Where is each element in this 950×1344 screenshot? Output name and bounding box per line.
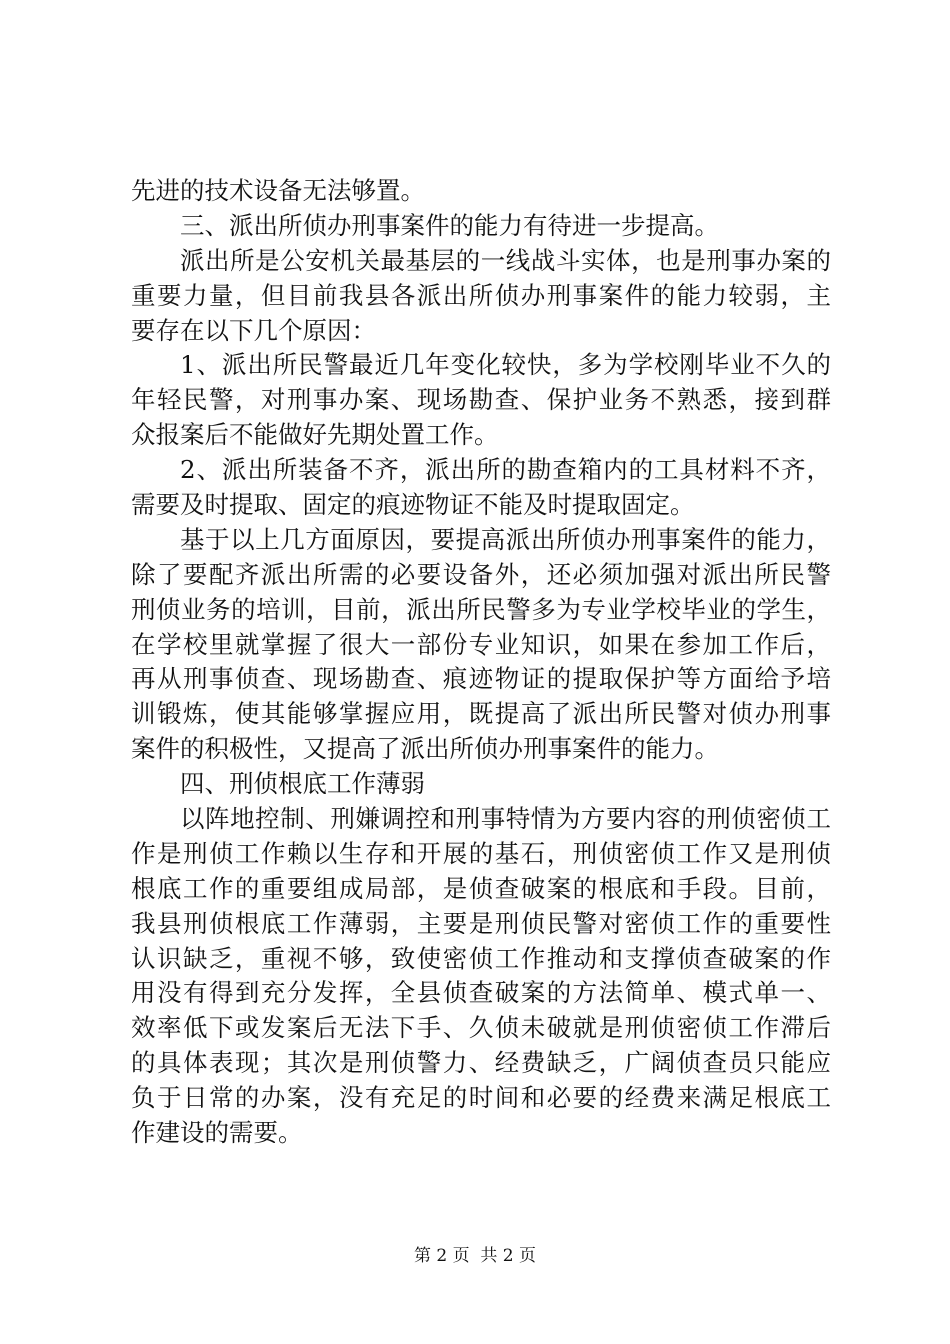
section-heading: 三、派出所侦办刑事案件的能力有待进一步提高。	[180, 210, 719, 240]
text-line: 作是刑侦工作赖以生存和开展的基石，刑侦密侦工作又是刑侦	[131, 838, 831, 868]
page-footer	[0, 1244, 950, 1268]
text-line: 除了要配齐派出所需的必要设备外，还必须加强对派出所民警	[131, 559, 831, 589]
text-line: 效率低下或发案后无法下手、久侦未破就是刑侦密侦工作滞后	[131, 1013, 831, 1043]
page-number: 第 2 页 共 2 页	[413, 1246, 537, 1266]
text-line: 在学校里就掌握了很大一部份专业知识，如果在参加工作后，	[131, 629, 831, 659]
text-line: 训锻炼，使其能够掌握应用，既提高了派出所民警对侦办刑事	[131, 699, 831, 729]
text-line: 先进的技术设备无法够置。	[131, 176, 425, 205]
text-line: 基于以上几方面原因，要提高派出所侦办刑事案件的能力，	[180, 524, 831, 554]
text-line: 案件的积极性，又提高了派出所侦办刑事案件的能力。	[131, 734, 719, 764]
text-line: 年轻民警，对刑事办案、现场勘查、保护业务不熟悉，接到群	[131, 385, 831, 415]
text-line: 需要及时提取、固定的痕迹物证不能及时提取固定。	[131, 490, 695, 520]
text-line: 以阵地控制、刑嫌调控和刑事特情为方要内容的刑侦密侦工	[180, 804, 831, 834]
text-line: 的具体表现；其次是刑侦警力、经费缺乏，广阔侦查员只能应	[131, 1048, 831, 1078]
text-line: 2、派出所装备不齐，派出所的勘查箱内的工具材料不齐，	[180, 455, 831, 485]
text-line: 派出所是公安机关最基层的一线战斗实体，也是刑事办案的	[180, 245, 831, 275]
text-line: 1、派出所民警最近几年变化较快，多为学校刚毕业不久的	[180, 350, 831, 380]
text-line: 重要力量，但目前我县各派出所侦办刑事案件的能力较弱，主	[131, 280, 831, 310]
text-line: 刑侦业务的培训，目前，派出所民警多为专业学校毕业的学生，	[131, 594, 831, 624]
text-line: 作建设的需要。	[131, 1118, 303, 1148]
document-body	[131, 174, 831, 1151]
text-line: 众报案后不能做好先期处置工作。	[131, 420, 499, 450]
text-line: 认识缺乏，重视不够，致使密侦工作推动和支撑侦查破案的作	[131, 943, 831, 973]
section-heading: 四、刑侦根底工作薄弱	[180, 769, 425, 799]
text-line: 要存在以下几个原因：	[131, 315, 376, 345]
text-line: 用没有得到充分发挥，全县侦查破案的方法简单、模式单一、	[131, 978, 831, 1008]
text-line: 根底工作的重要组成局部，是侦查破案的根底和手段。目前，	[131, 873, 831, 903]
text-line: 负于日常的办案，没有充足的时间和必要的经费来满足根底工	[131, 1083, 831, 1113]
text-line: 再从刑事侦查、现场勘查、痕迹物证的提取保护等方面给予培	[131, 664, 831, 694]
text-line: 我县刑侦根底工作薄弱，主要是刑侦民警对密侦工作的重要性	[131, 908, 831, 938]
